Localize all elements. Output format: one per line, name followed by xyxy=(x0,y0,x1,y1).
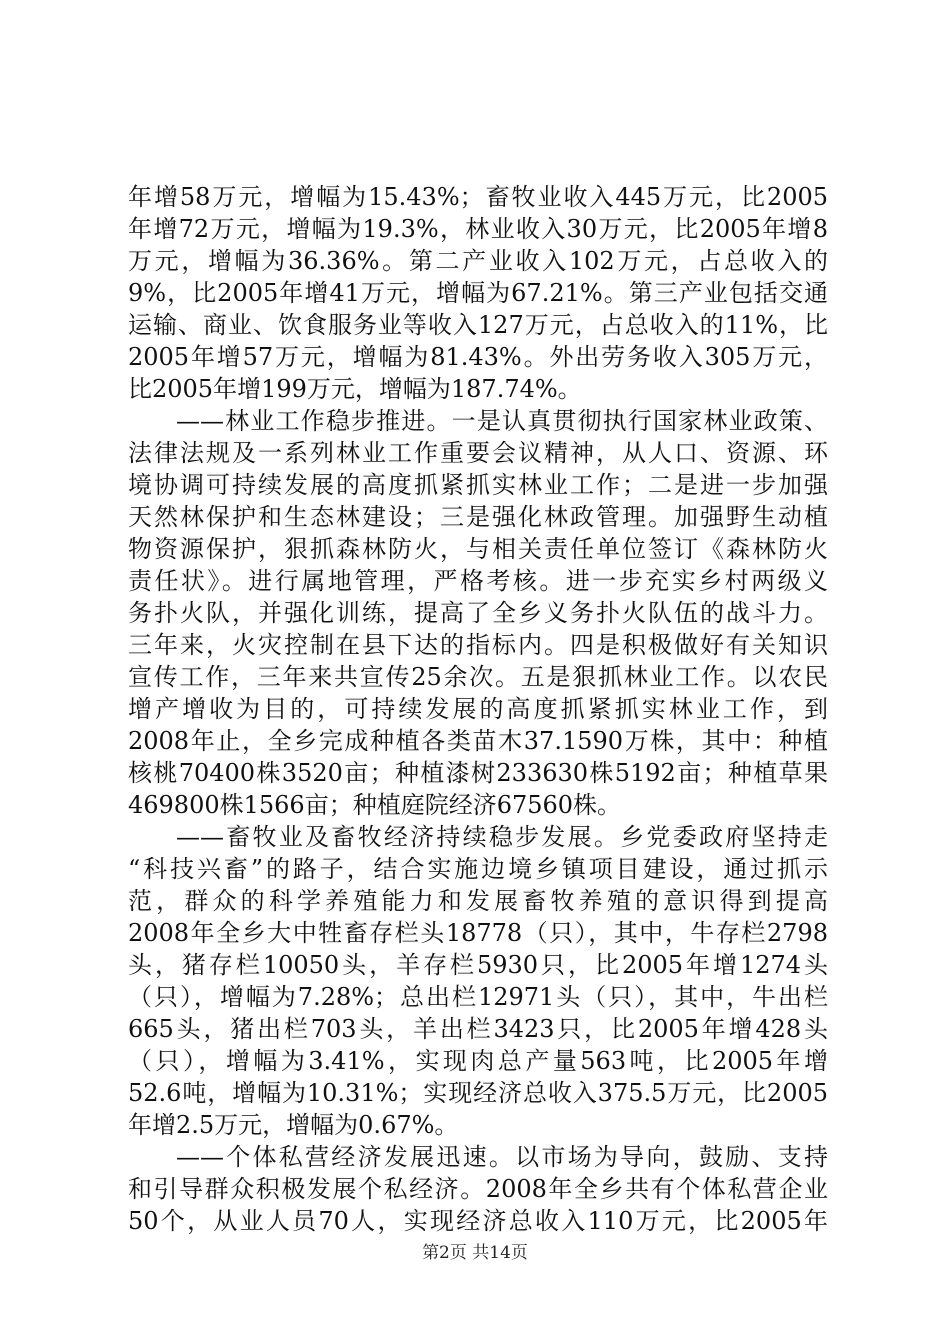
body-line: 2005年增57万元，增幅为81.43%。外出劳务收入305万元， xyxy=(128,343,828,371)
body-line: 2008年全乡大中牲畜存栏头18778（只），其中，牛存栏2798 xyxy=(128,919,828,947)
body-line: 天然林保护和生态林建设；三是强化林政管理。加强野生动植 xyxy=(128,503,828,531)
body-line: 法律法规及一系列林业工作重要会议精神，从人口、资源、环 xyxy=(128,439,828,467)
body-line: 增产增收为目的，可持续发展的高度抓紧抓实林业工作，到 xyxy=(128,695,828,723)
body-line: 宣传工作，三年来共宣传25余次。五是狠抓林业工作。以农民 xyxy=(128,663,828,691)
body-line: 2008年止，全乡完成种植各类苗木37.1590万株，其中：种植 xyxy=(128,727,828,755)
paragraph-private-economy-heading: ——个体私营经济发展迅速。以市场为导向，鼓励、支持 xyxy=(176,1143,828,1171)
body-line: 务扑火队，并强化训练，提高了全乡义务扑火队伍的战斗力。 xyxy=(128,599,828,627)
body-line: （只），增幅为3.41%，实现肉总产量563吨，比2005年增 xyxy=(128,1047,828,1075)
body-line: 万元，增幅为36.36%。第二产业收入102万元，占总收入的 xyxy=(128,247,828,275)
body-line: 比2005年增199万元，增幅为187.74%。 xyxy=(128,375,582,403)
body-line: 和引导群众积极发展个私经济。2008年全乡共有个体私营企业 xyxy=(128,1175,828,1203)
body-line: 核桃70400株3520亩；种植漆树233630株5192亩；种植草果 xyxy=(128,759,828,787)
body-line: （只），增幅为7.28%；总出栏12971头（只），其中，牛出栏 xyxy=(128,983,828,1011)
body-line: 物资源保护，狠抓森林防火，与相关责任单位签订《森林防火 xyxy=(128,535,828,563)
body-line: 头，猪存栏10050头，羊存栏5930只，比2005年增1274头 xyxy=(128,951,828,979)
body-line: 境协调可持续发展的高度抓紧抓实林业工作；二是进一步加强 xyxy=(128,471,828,499)
body-line: 50个，从业人员70人，实现经济总收入110万元，比2005年 xyxy=(128,1207,828,1235)
paragraph-livestock-heading: ——畜牧业及畜牧经济持续稳步发展。乡党委政府坚持走 xyxy=(176,823,828,851)
body-line: 665头，猪出栏703头，羊出栏3423只，比2005年增428头 xyxy=(128,1015,828,1043)
body-line: 范，群众的科学养殖能力和发展畜牧养殖的意识得到提高 xyxy=(128,887,828,915)
body-line: 三年来，火灾控制在县下达的指标内。四是积极做好有关知识 xyxy=(128,631,828,659)
page-footer: 第2页 共14页 xyxy=(422,1243,528,1263)
body-line: 责任状》。进行属地管理，严格考核。进一步充实乡村两级义 xyxy=(128,567,828,595)
body-line: 年增2.5万元，增幅为0.67%。 xyxy=(128,1111,459,1139)
body-line: 9%，比2005年增41万元，增幅为67.21%。第三产业包括交通 xyxy=(128,279,828,307)
paragraph-forestry-heading: ——林业工作稳步推进。一是认真贯彻执行国家林业政策、 xyxy=(176,407,828,435)
body-line: 运输、商业、饮食服务业等收入127万元，占总收入的11%，比 xyxy=(128,311,828,339)
body-line: 52.6吨，增幅为10.31%；实现经济总收入375.5万元，比2005 xyxy=(128,1079,828,1107)
body-line: 469800株1566亩；种植庭院经济67560株。 xyxy=(128,791,622,819)
body-line: 年增72万元，增幅为19.3%，林业收入30万元，比2005年增8 xyxy=(128,215,828,243)
body-line: 年增58万元，增幅为15.43%；畜牧业收入445万元，比2005 xyxy=(128,183,828,211)
body-line: “科技兴畜”的路子，结合实施边境乡镇项目建设，通过抓示 xyxy=(128,855,828,883)
